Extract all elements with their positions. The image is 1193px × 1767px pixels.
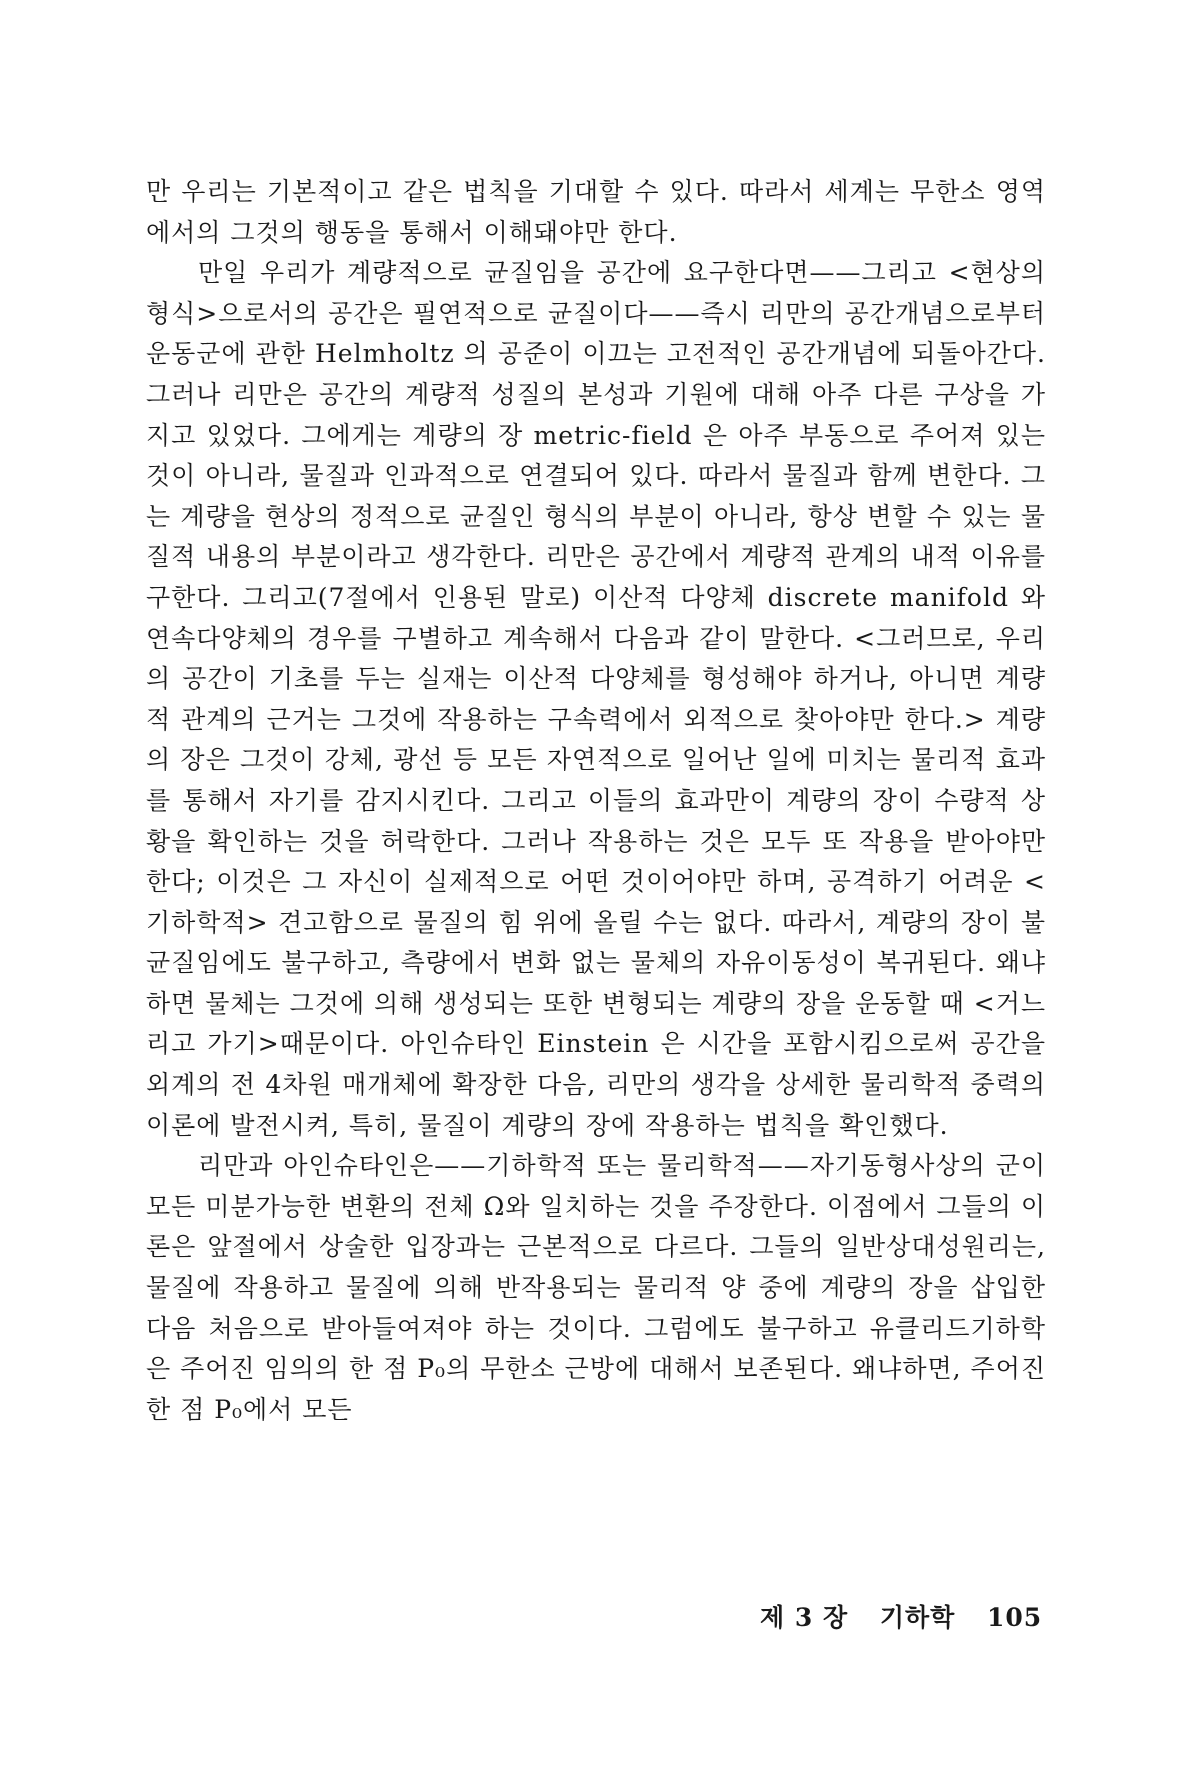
paragraph-riemann-metric: 만일 우리가 계량적으로 균질임을 공간에 요구한다면——그리고 <현상의 형식>으로서의 공간은 필연적으로 균질이다——즉시 리만의 공간개념으로부터 운동군에 관한 Helmholtz 의 공준이 이끄는 고전적인 공간개념에 되돌아간다. 그러나 리만은 공간의 계량적 성질의 본성과 기원에 대해 아주 다른 구상을 가지고 있었다. 그에게는 계량의 장 metric-field 은 아주 부동으로 주어져 있는 것이 아니라, 물질과 인과적으로 연결되어 있다. 따라서 물질과 함께 변한다. 그는 계량을 현상의 정적으로 균질인 형식의 부분이 아니라, 항상 변할 수 있는 물질적 내용의 부분이라고 생각한다. 리만은 공간에서 계량적 관계의 내적 이유를 구한다. 그리고(7절에서 인용된 말로) 이산적 다양체 discrete manifold 와 연속다양체의 경우를 구별하고 계속해서 다음과 같이 말한다. <그러므로, 우리의 공간이 기초를 두는 실재는 이산적 다양체를 형성해야 하거나, 아니면 계량적 관계의 근거는 그것에 작용하는 구속력에서 외적으로 찾아야만 한다.> 계량의 장은 그것이 강체, 광선 등 모든 자연적으로 일어난 일에 미치는 물리적 효과를 통해서 자기를 감지시킨다. 그리고 이들의 효과만이 계량의 장이 수량적 상황을 확인하는 것을 허락한다. 그러나 작용하는 것은 모두 또 작용을 받아야만 한다; 이것은 그 자신이 실제적으로 어떤 것이어야만 하며, 공격하기 어려운 <기하학적> 견고함으로 물질의 힘 위에 올릴 수는 없다. 따라서, 계량의 장이 불균질임에도 불구하고, 측량에서 변화 없는 물체의 자유이동성이 복귀된다. 왜냐하면 물체는 그것에 의해 생성되는 또한 변형되는 계량의 장을 운동할 때 <거느리고 가기>때문이다. 아인슈타인 Einstein 은 시간을 포함시킴으로써 공간을 외계의 전 4차원 매개체에 확장한 다음, 리만의 생각을 상세한 물리학적 중력의 이론에 발전시켜, 특히, 물질이 계량의 장에 작용하는 법칙을 확인했다. <box>146 258 1047 1140</box>
footer-title: 기하학 <box>879 1603 956 1632</box>
body-text <box>146 172 1046 1430</box>
running-footer <box>760 1598 1042 1634</box>
paragraph-general-relativity: 리만과 아인슈타인은——기하학적 또는 물리학적——자기동형사상의 군이 모든 미분가능한 변환의 전체 Ω와 일치하는 것을 주장한다. 이점에서 그들의 이론은 앞절에서 상술한 입장과는 근본적으로 다르다. 그들의 일반상대성원리는, 물질에 작용하고 물질에 의해 반작용되는 물리적 양 중에 계량의 장을 삽입한 다음 처음으로 받아들여져야 하는 것이다. 그럼에도 불구하고 유클리드기하학은 주어진 임의의 한 점 P₀의 무한소 근방에 대해서 보존된다. 왜냐하면, 주어진 한 점 P₀에서 모든 <box>146 1151 1046 1424</box>
page-number: 105 <box>987 1603 1043 1632</box>
footer-chapter: 제 3 장 <box>760 1603 849 1632</box>
paragraph-continued: 만 우리는 기본적이고 같은 법칙을 기대할 수 있다. 따라서 세계는 무한소 영역에서의 그것의 행동을 통해서 이해돼야만 한다. <box>146 177 1046 247</box>
